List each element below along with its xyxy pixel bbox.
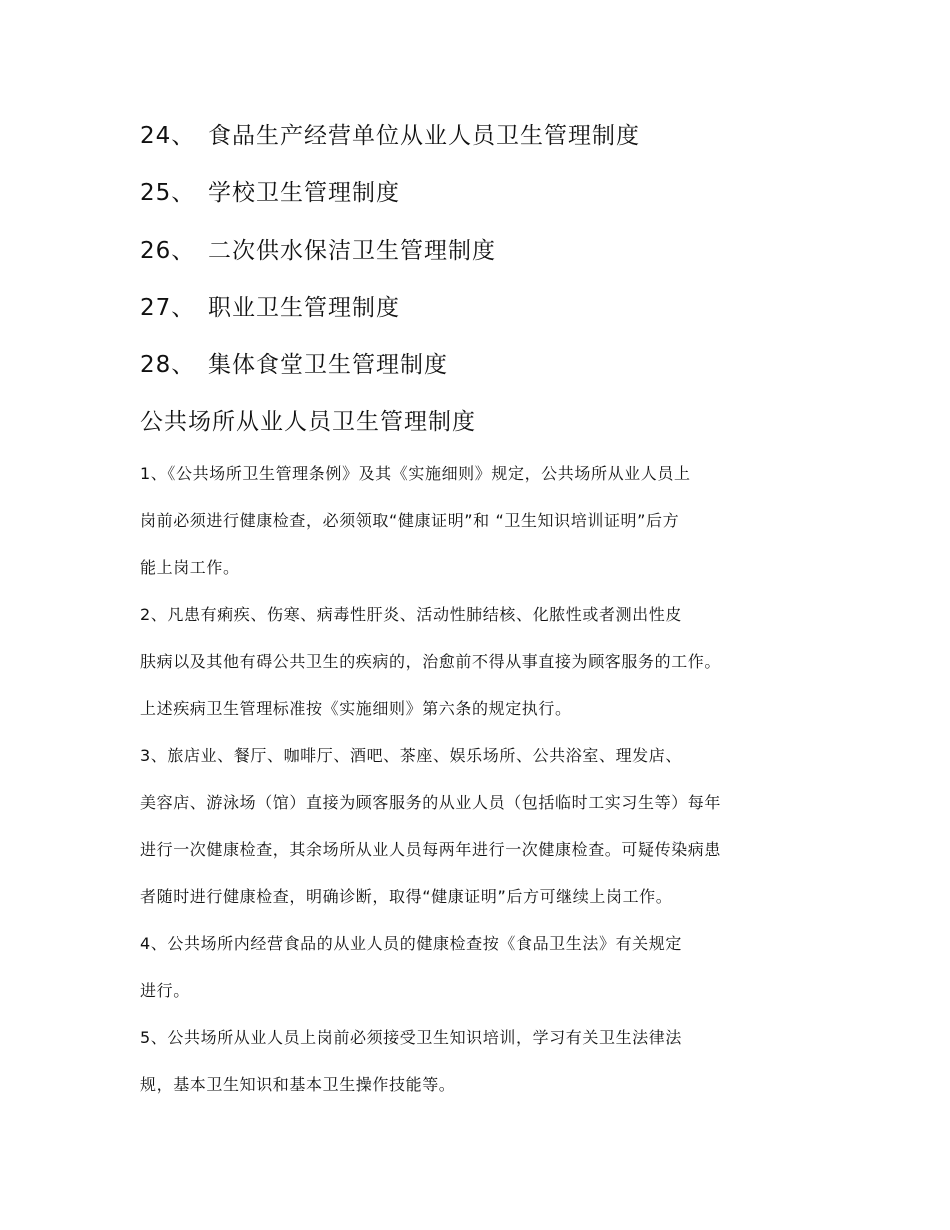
paragraph-line: 3、旅店业、餐厅、咖啡厅、酒吧、茶座、娱乐场所、公共浴室、理发店、 [140, 746, 682, 765]
toc-number: 27、 [140, 295, 196, 321]
toc-title: 二次供水保洁卫生管理制度 [208, 238, 496, 264]
toc-item-26 [140, 236, 496, 266]
section-title: 公共场所从业人员卫生管理制度 [140, 409, 476, 435]
paragraph-line: 4、公共场所内经营食品的从业人员的健康检查按《食品卫生法》有关规定 [140, 934, 682, 953]
toc-number: 26、 [140, 238, 196, 264]
paragraph-line: 1、《公共场所卫生管理条例》及其《实施细则》规定，公共场所从业人员上 [140, 464, 691, 483]
toc-item-28 [140, 350, 448, 380]
toc-title: 学校卫生管理制度 [208, 180, 400, 206]
paragraph-line: 肤病以及其他有碍公共卫生的疾病的，治愈前不得从事直接为顾客服务的工作。 [140, 652, 722, 671]
toc-item-24 [140, 121, 640, 151]
toc-number: 25、 [140, 180, 196, 206]
paragraph-line: 上述疾病卫生管理标准按《实施细则》第六条的规定执行。 [140, 699, 572, 718]
toc-number: 24、 [140, 123, 196, 149]
paragraph-line: 进行一次健康检查，其余场所从业人员每两年进行一次健康检查。可疑传染病患 [140, 840, 722, 859]
toc-title: 集体食堂卫生管理制度 [208, 352, 448, 378]
paragraph-line: 能上岗工作。 [140, 558, 240, 577]
paragraph-line: 5、公共场所从业人员上岗前必须接受卫生知识培训，学习有关卫生法律法 [140, 1028, 682, 1047]
paragraph-line: 岗前必须进行健康检查，必须领取“健康证明”和 “卫生知识培训证明”后方 [140, 511, 680, 530]
paragraph-line: 进行。 [140, 981, 190, 1000]
toc-number: 28、 [140, 352, 196, 378]
toc-title: 职业卫生管理制度 [208, 295, 400, 321]
paragraph-line: 2、凡患有痢疾、伤寒、病毒性肝炎、活动性肺结核、化脓性或者测出性皮 [140, 605, 682, 624]
toc-item-25 [140, 178, 400, 208]
paragraph-line: 者随时进行健康检查，明确诊断，取得“健康证明”后方可继续上岗工作。 [140, 887, 673, 906]
paragraph-line: 美容店、游泳场（馆）直接为顾客服务的从业人员（包括临时工实习生等）每年 [140, 793, 722, 812]
toc-item-27 [140, 293, 400, 323]
paragraph-line: 规，基本卫生知识和基本卫生操作技能等。 [140, 1075, 456, 1094]
toc-title: 食品生产经营单位从业人员卫生管理制度 [208, 123, 640, 149]
